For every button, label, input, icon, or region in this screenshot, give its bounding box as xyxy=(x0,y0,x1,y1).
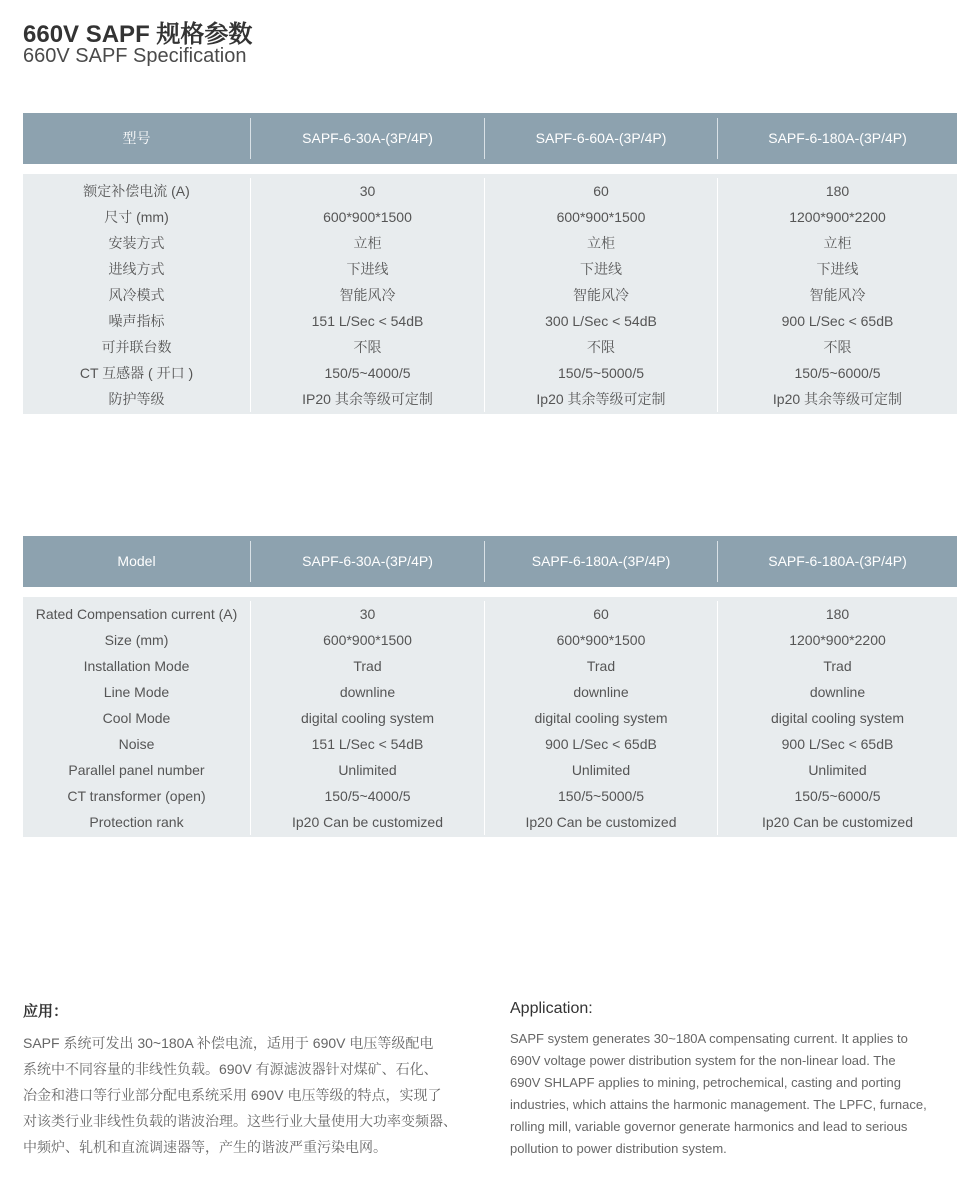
text-line: 对该类行业非线性负载的谐波治理。这些行业大量使用大功率变频器、 xyxy=(23,1113,457,1129)
table-row xyxy=(23,334,957,360)
spec-table-en xyxy=(23,536,957,837)
table-row xyxy=(23,809,957,835)
row-label: 尺寸 (mm) xyxy=(23,204,251,230)
table-row xyxy=(23,386,957,412)
application-title-en: Application: xyxy=(510,1000,593,1017)
cell-col-30a: 151 L/Sec < 54dB xyxy=(251,731,485,757)
cell-col-2: 立柜 xyxy=(485,230,718,256)
text-line: SAPF system generates 30~180A compensating current. It applies to xyxy=(510,1031,908,1046)
table-row xyxy=(23,308,957,334)
cell-col-30a: IP20 其余等级可定制 xyxy=(251,386,485,412)
page-title-en: 660V SAPF Specification xyxy=(23,45,247,67)
row-label: Protection rank xyxy=(23,809,251,835)
cell-col-2: 600*900*1500 xyxy=(485,204,718,230)
cell-col-3: 立柜 xyxy=(823,235,852,251)
cell-col-3: 900 L/Sec < 65dB xyxy=(781,313,894,329)
application-section-en xyxy=(510,1000,958,1160)
cell-col-2: Unlimited xyxy=(485,757,718,783)
table-row xyxy=(23,757,957,783)
header-cell-180a: SAPF-6-180A-(3P/4P) xyxy=(485,541,718,582)
table-row xyxy=(23,601,957,627)
cell-col-3: Trad xyxy=(823,658,852,674)
cell-col-3: 180 xyxy=(825,606,850,622)
table-row xyxy=(23,204,957,230)
text-line: 系统中不同容量的非线性负载。690V 有源滤波器针对煤矿、石化、 xyxy=(23,1061,438,1077)
cell-col-2: 智能风冷 xyxy=(485,282,718,308)
table-row xyxy=(23,783,957,809)
header-cell-model: 型号 xyxy=(23,118,251,159)
cell-col-3: 180 xyxy=(825,183,850,199)
table-row xyxy=(23,653,957,679)
text-line: rolling mill, variable governor generate harmonics and lead to serious xyxy=(510,1119,908,1134)
row-label: Size (mm) xyxy=(23,627,251,653)
row-label: CT transformer (open) xyxy=(23,783,251,809)
text-line: industries, which attains the harmonic management. The LPFC, furnace, xyxy=(510,1097,927,1112)
table-row xyxy=(23,360,957,386)
cell-col-30a: 30 xyxy=(251,178,485,204)
table-row xyxy=(23,705,957,731)
text-line: 690V voltage power distribution system for the non-linear load. The xyxy=(510,1053,896,1068)
cell-col-3: Unlimited xyxy=(808,762,867,778)
cell-col-30a: 下进线 xyxy=(251,256,485,282)
cell-col-3: 智能风冷 xyxy=(809,287,866,303)
cell-col-3: digital cooling system xyxy=(770,710,905,726)
table-row xyxy=(23,230,957,256)
application-title-cn: 应用： xyxy=(23,1003,69,1020)
cell-col-2: 不限 xyxy=(485,334,718,360)
cell-col-3: 下进线 xyxy=(816,261,859,277)
table-row xyxy=(23,679,957,705)
table-body xyxy=(23,597,957,837)
row-label: 噪声指标 xyxy=(23,308,251,334)
row-label: Noise xyxy=(23,731,251,757)
text-line: 690V SHLAPF applies to mining, petrochemical, casting and porting xyxy=(510,1075,901,1090)
cell-col-2: 900 L/Sec < 65dB xyxy=(485,731,718,757)
cell-col-30a: 30 xyxy=(251,601,485,627)
cell-col-2: 150/5~5000/5 xyxy=(485,783,718,809)
row-label: Cool Mode xyxy=(23,705,251,731)
cell-col-3: 150/5~6000/5 xyxy=(794,788,881,804)
cell-col-2: digital cooling system xyxy=(485,705,718,731)
cell-col-3: 150/5~6000/5 xyxy=(794,365,881,381)
row-label: 安装方式 xyxy=(23,230,251,256)
row-label: 防护等级 xyxy=(23,386,251,412)
row-label: 可并联台数 xyxy=(23,334,251,360)
text-line: pollution to power distribution system. xyxy=(510,1141,727,1156)
application-text-en xyxy=(510,1028,958,1160)
cell-col-30a: 立柜 xyxy=(251,230,485,256)
table-header xyxy=(23,536,957,587)
text-line: SAPF 系统可发出 30~180A 补偿电流，适用于 690V 电压等级配电 xyxy=(23,1035,434,1051)
cell-col-30a: digital cooling system xyxy=(251,705,485,731)
application-text-cn xyxy=(23,1030,478,1160)
table-row xyxy=(23,178,957,204)
cell-col-30a: 151 L/Sec < 54dB xyxy=(251,308,485,334)
cell-col-3: Ip20 其余等级可定制 xyxy=(772,391,903,407)
cell-col-3: 900 L/Sec < 65dB xyxy=(781,736,894,752)
cell-col-2: 600*900*1500 xyxy=(485,627,718,653)
header-cell-60a: SAPF-6-60A-(3P/4P) xyxy=(485,118,718,159)
cell-col-30a: downline xyxy=(251,679,485,705)
cell-col-30a: 150/5~4000/5 xyxy=(251,783,485,809)
text-line: 中频炉、轧机和直流调速器等，产生的谐波严重污染电网。 xyxy=(23,1139,387,1155)
application-section-cn xyxy=(23,1000,478,1160)
cell-col-30a: 150/5~4000/5 xyxy=(251,360,485,386)
cell-col-3: Ip20 Can be customized xyxy=(762,814,913,830)
table-header xyxy=(23,113,957,164)
cell-col-2: 60 xyxy=(485,178,718,204)
table-row xyxy=(23,731,957,757)
cell-col-3: 1200*900*2200 xyxy=(789,632,886,648)
row-label: 进线方式 xyxy=(23,256,251,282)
table-row xyxy=(23,256,957,282)
cell-col-2: Trad xyxy=(485,653,718,679)
cell-col-2: downline xyxy=(485,679,718,705)
cell-col-30a: 600*900*1500 xyxy=(251,627,485,653)
header-cell-model: Model xyxy=(23,541,251,582)
cell-col-2: 下进线 xyxy=(485,256,718,282)
header-cell-180a: SAPF-6-180A-(3P/4P) xyxy=(768,130,907,146)
cell-col-2: Ip20 其余等级可定制 xyxy=(485,386,718,412)
row-label: Installation Mode xyxy=(23,653,251,679)
cell-col-2: 300 L/Sec < 54dB xyxy=(485,308,718,334)
cell-col-3: 不限 xyxy=(823,339,852,355)
table-row xyxy=(23,627,957,653)
table-body xyxy=(23,174,957,414)
cell-col-3: 1200*900*2200 xyxy=(789,209,886,225)
row-label: 风冷模式 xyxy=(23,282,251,308)
page-title-cn: 660V SAPF 规格参数 xyxy=(23,21,253,48)
cell-col-3: downline xyxy=(809,684,866,700)
row-label: Parallel panel number xyxy=(23,757,251,783)
cell-col-30a: 智能风冷 xyxy=(251,282,485,308)
cell-col-2: Ip20 Can be customized xyxy=(485,809,718,835)
row-label: Rated Compensation current (A) xyxy=(23,601,251,627)
table-row xyxy=(23,282,957,308)
header-cell-180a: SAPF-6-180A-(3P/4P) xyxy=(768,553,907,569)
cell-col-30a: Unlimited xyxy=(251,757,485,783)
cell-col-30a: Trad xyxy=(251,653,485,679)
text-line: 冶金和港口等行业部分配电系统采用 690V 电压等级的特点，实现了 xyxy=(23,1087,442,1103)
header-cell-30a: SAPF-6-30A-(3P/4P) xyxy=(251,118,485,159)
spec-table-cn xyxy=(23,113,957,414)
row-label: 额定补偿电流 (A) xyxy=(23,178,251,204)
cell-col-30a: 600*900*1500 xyxy=(251,204,485,230)
header-cell-30a: SAPF-6-30A-(3P/4P) xyxy=(251,541,485,582)
row-label: CT 互感器 ( 开口 ) xyxy=(23,360,251,386)
row-label: Line Mode xyxy=(23,679,251,705)
cell-col-2: 60 xyxy=(485,601,718,627)
cell-col-30a: Ip20 Can be customized xyxy=(251,809,485,835)
cell-col-2: 150/5~5000/5 xyxy=(485,360,718,386)
cell-col-30a: 不限 xyxy=(251,334,485,360)
